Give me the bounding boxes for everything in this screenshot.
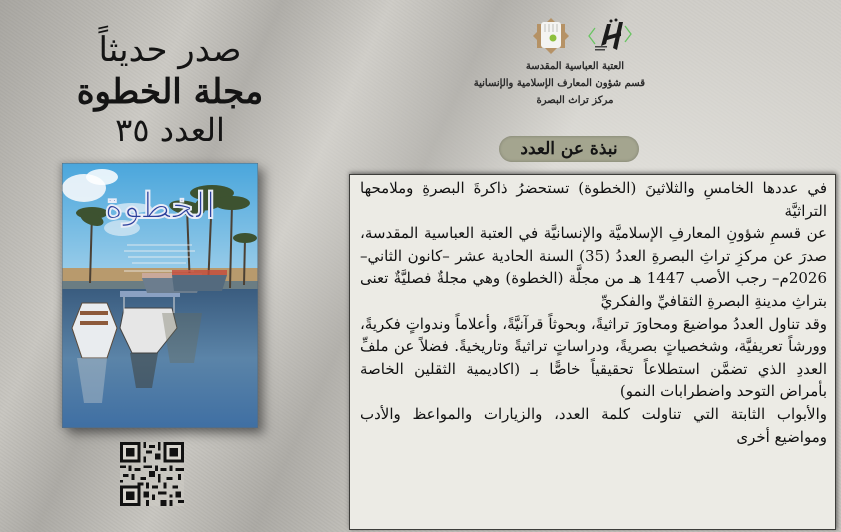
cover-title: الخطوة (104, 185, 216, 227)
summary-paragraph-2: عن قسمِ شؤونِ المعارفِ الإسلاميَّة والإنسانيَّة في العتبة العباسية المقدسة، صدرَ عن مركزِ تراثِ البصرةِ العددُ (35) السنة الحادية عشر –كانون الثاني– 2026م– رجب الأصب 1447 هـ من مجلَّة (الخطوة) وهي مجلةٌ فصليَّةٌ تعنى بتراثِ مدينةِ البصرةِ الثقافيِّ والفكريِّ (360, 224, 827, 310)
headline-issue-number: العدد ٣٥ (115, 111, 225, 149)
org-line-center: مركز تراث البصرة (536, 95, 614, 106)
headline-published: صدر حديثاً (98, 30, 242, 70)
summary-paragraph-4: والأبواب الثابتة التي تناولت كلمة العدد، والزيارات والمواعظ والأدب ومواضيع أخرى (360, 404, 827, 446)
headline-magazine-name: مجلة الخطوة (76, 72, 264, 112)
basra-heritage-center-logo-icon (589, 19, 631, 51)
org-line-shrine: العتبة العباسية المقدسة (525, 61, 625, 72)
issue-summary-box (349, 174, 836, 530)
org-line-department: قسم شؤون المعارف الإسلامية والإنسانية (473, 78, 645, 89)
summary-paragraph-1: في عددها الخامسِ والثلاثينَ (الخطوة) تستحضرُ ذاكرةَ البصرةِ وملامحها التراثيَّة (360, 179, 827, 220)
qr-code[interactable] (120, 441, 184, 507)
headline (60, 28, 280, 148)
al-abbas-shrine-logo-icon (533, 18, 569, 54)
logo-group (533, 16, 633, 56)
cover-illustration (62, 163, 258, 428)
magazine-cover-image (62, 163, 258, 428)
summary-paragraph-3: وقد تناول العددُ مواضيعَ ومحاورَ تراثيةً، وبحوثاً قرآنيَّةً، وأعلاماً وندواتٍ فكريةً، وورشاً تعريفيَّة، وشخصياتٍ بصريةً، ودراساتٍ تراثيةً وتاريخيةً. فضلاً عن ملفِّ العددِ الذي تضمَّن استطلاعاً تحقيقياً خاصًّا بـ (اكاديمية الثقلين الخاصة بأمراض التوحد واضطرابات النمو) (360, 314, 827, 401)
section-title-pill: نبذة عن العدد (499, 136, 639, 162)
qr-code-icon (120, 441, 184, 507)
organization-header (473, 58, 645, 109)
